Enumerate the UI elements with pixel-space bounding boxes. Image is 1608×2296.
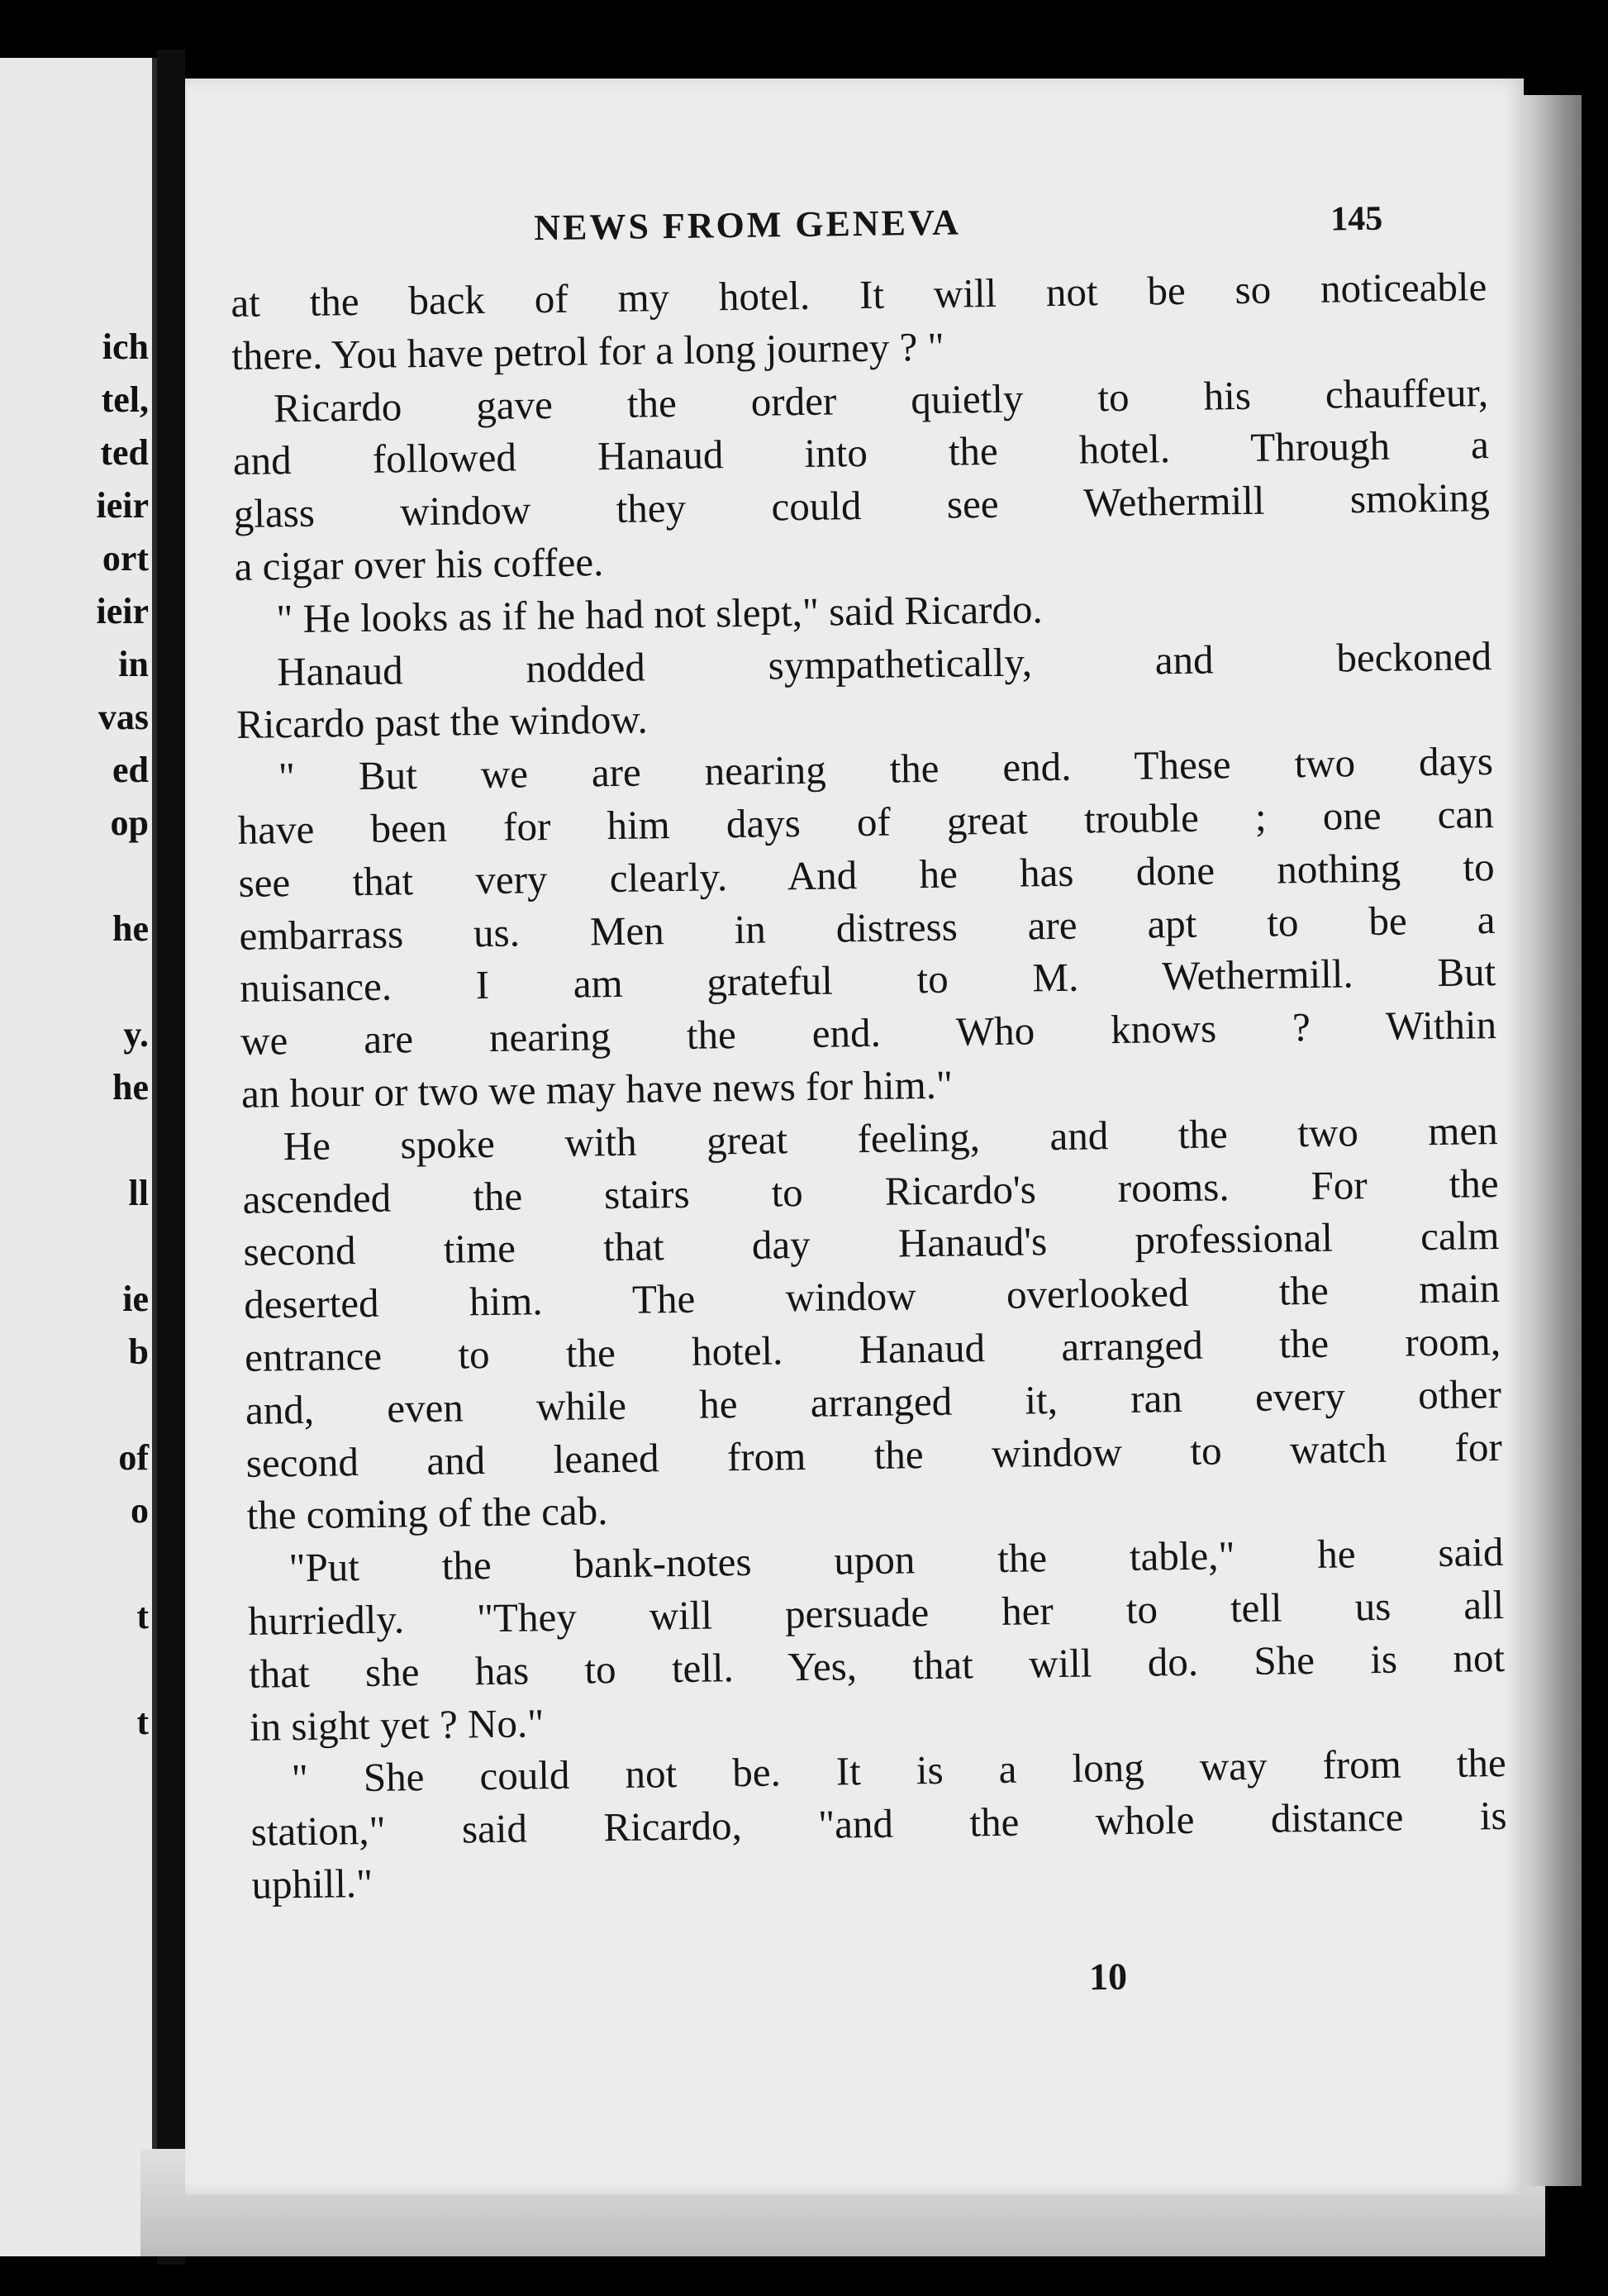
- left-fragment: o: [131, 1490, 149, 1531]
- left-fragment: he: [112, 908, 149, 949]
- left-fragment: op: [110, 803, 149, 843]
- left-fragment: of: [118, 1437, 149, 1478]
- left-fragment: t: [136, 1596, 149, 1636]
- book-page: [185, 79, 1524, 2194]
- text-line: second and leaned from the window to watch for: [245, 1423, 1503, 1486]
- text-line: " He looks as if he had not slept," said Ricardo.: [276, 585, 1044, 642]
- text-line: deserted him. The window overlooked the main: [243, 1265, 1501, 1328]
- text-line: uphill.": [251, 1860, 373, 1908]
- page-fore-edge: [1524, 95, 1582, 2186]
- paragraph: [232, 366, 1491, 593]
- left-fragment: vas: [98, 697, 149, 737]
- text-line: Ricardo past the window.: [235, 696, 649, 748]
- page-number: 145: [1330, 199, 1383, 239]
- paragraph: [247, 1526, 1506, 1753]
- text-line: at the back of my hotel. It will not be so noticeable: [231, 264, 1487, 326]
- text-line: see that very clearly. And he has done nothing to: [238, 843, 1495, 906]
- paragraph: [241, 1104, 1503, 1542]
- left-fragment: he: [112, 1067, 149, 1108]
- text-line: " But we are nearing the end. These two days: [278, 738, 1494, 800]
- text-line: in sight yet ? No.": [249, 1699, 545, 1750]
- text-line: and followed Hanaud into the hotel. Through a: [232, 422, 1490, 484]
- left-fragment: ieir: [96, 485, 149, 526]
- left-fragment: t: [136, 1702, 149, 1742]
- left-fragment: ich: [102, 326, 149, 367]
- left-fragment: ed: [112, 750, 149, 790]
- book-gutter: [157, 50, 185, 2265]
- left-fragment: ted: [100, 432, 149, 473]
- text-line: the coming of the cab.: [246, 1488, 608, 1539]
- left-fragment: ie: [122, 1279, 149, 1319]
- running-head-title: NEWS FROM GENEVA: [533, 202, 962, 249]
- text-line: "Put the bank-notes upon the table," he said: [288, 1529, 1504, 1591]
- paragraph: [235, 630, 1493, 751]
- paragraph: [231, 260, 1488, 382]
- text-line: a cigar over his coffee.: [234, 539, 604, 589]
- left-fragment: y.: [123, 1014, 149, 1055]
- text-line: Hanaud nodded sympathetically, and beckoned: [276, 632, 1492, 694]
- text-line: station," said Ricardo, "and the whole distance is: [250, 1793, 1507, 1855]
- text-line: Ricardo gave the order quietly to his chauffeur,: [273, 369, 1489, 431]
- text-line: entrance to the hotel. Hanaud arranged the room,: [244, 1317, 1501, 1380]
- page-content: [230, 194, 1508, 1911]
- body-text: [231, 260, 1508, 1911]
- text-line: that she has to tell. Yes, that will do. She is not: [248, 1634, 1506, 1697]
- text-line: nuisance. I am grateful to M. Wethermill. But: [239, 949, 1496, 1012]
- left-fragment: in: [118, 644, 149, 684]
- text-line: second time that day Hanaud's professional calm: [243, 1212, 1500, 1275]
- left-fragment: tel,: [101, 379, 149, 420]
- text-line: hurriedly. "They will persuade her to tell us all: [247, 1581, 1505, 1644]
- left-fragment: ort: [102, 538, 149, 579]
- text-line: glass window they could see Wethermill smoking: [233, 474, 1491, 537]
- left-page-text-fragments: [0, 321, 149, 1749]
- left-fragment: ieir: [96, 591, 149, 631]
- text-line: embarrass us. Men in distress are apt to be a: [239, 896, 1496, 959]
- paragraph: [250, 1736, 1507, 1911]
- text-line: there. You have petrol for a long journey ? ": [231, 323, 944, 379]
- text-line: " She could not be. It is a long way from the: [291, 1740, 1507, 1802]
- text-line: and, even while he arranged it, ran every other: [245, 1370, 1502, 1433]
- text-line: we are nearing the end. Who knows ? Within: [240, 1002, 1497, 1065]
- left-fragment: b: [128, 1331, 149, 1372]
- signature-mark: 10: [1088, 1955, 1128, 1998]
- text-line: have been for him days of great trouble ; one can: [237, 791, 1495, 853]
- left-fragment: ll: [128, 1173, 149, 1213]
- text-line: an hour or two we may have news for him.": [240, 1061, 954, 1117]
- paragraph: [237, 735, 1498, 1120]
- text-line: He spoke with great feeling, and the two men: [283, 1107, 1499, 1169]
- text-line: ascended the stairs to Ricardo's rooms. For the: [242, 1160, 1499, 1222]
- left-page: [0, 58, 157, 2256]
